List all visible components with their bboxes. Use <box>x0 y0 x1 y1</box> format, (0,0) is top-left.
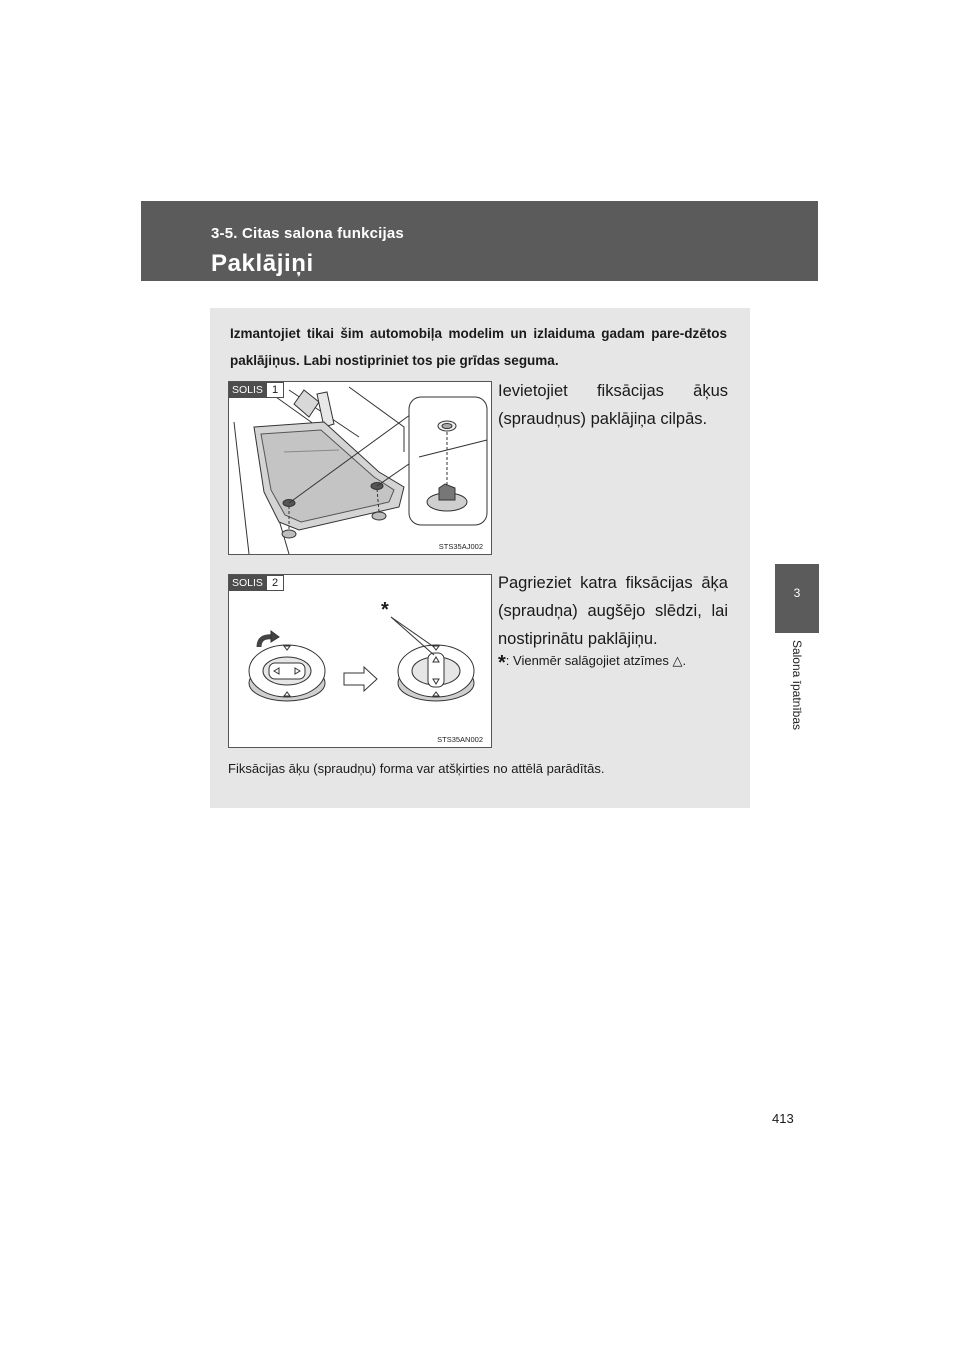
image-code: STS35AJ002 <box>438 542 483 551</box>
step-2-badge: SOLIS 2 <box>229 575 284 591</box>
step-2-text: Pagrieziet katra fiksācijas āķa (spraudņa) augšējo slēdzi, lai nostiprinātu paklājiņu. <box>498 574 728 648</box>
step-1-figure <box>228 381 492 555</box>
chapter-tab <box>775 564 819 633</box>
chapter-label: Salona īpatnības <box>790 639 804 731</box>
chapter-number: 3 <box>793 586 801 600</box>
note-asterisk: * <box>498 652 506 674</box>
page-title: Paklājiņi <box>211 250 314 277</box>
floor-mat-illustration <box>229 382 491 554</box>
step-2-figure <box>228 574 492 748</box>
image-code: STS35AN002 <box>437 735 483 744</box>
step-2-note <box>498 652 733 675</box>
step-1-text: Ievietojiet fiksācijas āķus (spraudņus) paklājiņa cilpās. <box>498 382 728 428</box>
content-panel <box>210 308 750 808</box>
hook-rotation-illustration <box>229 575 491 747</box>
section-title: 3-5. Citas salona funkcijas <box>211 225 404 242</box>
note-text: : Vienmēr salāgojiet atzīmes △. <box>505 653 687 668</box>
asterisk-marker: * <box>381 599 389 621</box>
footnote: Fiksācijas āķu (spraudņu) forma var atšķirties no attēlā parādītās. <box>228 761 605 776</box>
header-bar <box>141 201 818 281</box>
step-1-badge: SOLIS 1 <box>229 382 284 398</box>
page-number: 413 <box>772 1111 794 1126</box>
intro-text: Izmantojiet tikai šim automobiļa modelim un izlaiduma gadam pare-dzētos paklājiņus. Labi nostipriniet tos pie grīdas seguma. <box>230 326 727 368</box>
